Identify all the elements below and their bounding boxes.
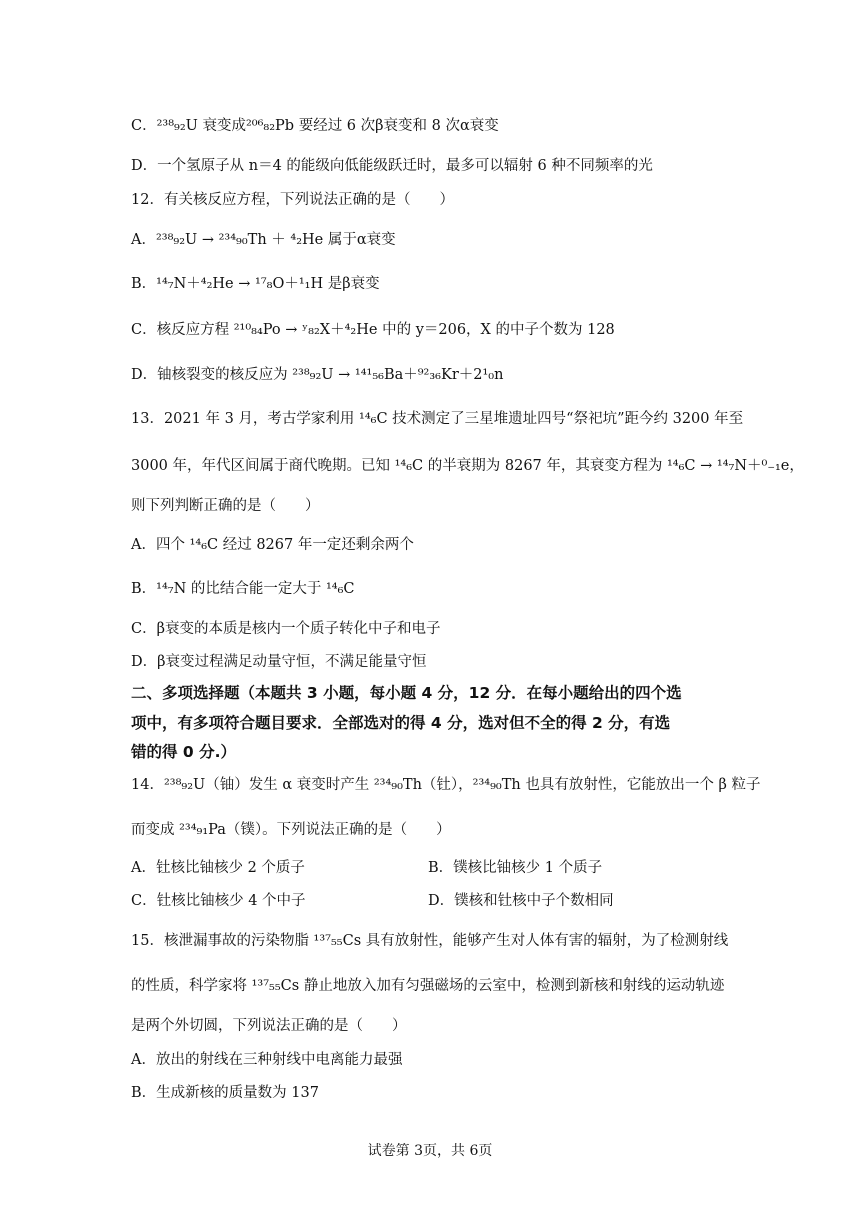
q15-stem-line1: 15．核泄漏事故的污染物脂 ¹³⁷₅₅Cs 具有放射性，能够产生对人体有害的辐射，为了检测射线: [131, 933, 729, 949]
q13-option-b: B．¹⁴₇N 的比结合能一定大于 ¹⁴₆C: [131, 581, 355, 597]
q11-option-d: D．一个氢原子从 n＝4 的能级向低能级跃迁时，最多可以辐射 6 种不同频率的光: [131, 158, 653, 174]
q14-option-c: C．钍核比铀核少 4 个中子: [131, 893, 306, 909]
section-2-heading-line3: 错的得 0 分.）: [131, 743, 236, 761]
q14-option-a: A．钍核比铀核少 2 个质子: [131, 860, 305, 876]
q12-stem: 12．有关核反应方程，下列说法正确的是（ ）: [131, 192, 454, 208]
q14-stem-line2: 而变成 ²³⁴₉₁Pa（镤）。下列说法正确的是（ ）: [131, 822, 451, 838]
q12-option-d: D．铀核裂变的核反应为 ²³⁸₉₂U → ¹⁴¹₅₆Ba＋⁹²₃₆Kr＋2¹₀n: [131, 367, 504, 383]
q12-option-b: B．¹⁴₇N＋⁴₂He → ¹⁷₈O＋¹₁H 是β衰变: [131, 276, 380, 292]
q13-stem-line3: 则下列判断正确的是（ ）: [131, 498, 320, 514]
q13-stem-line2: 3000 年，年代区间属于商代晚期。已知 ¹⁴₆C 的半衰期为 8267 年，其衰变方程为 ¹⁴₆C → ¹⁴₇N＋⁰₋₁e，: [131, 458, 804, 474]
q14-stem-line1: 14．²³⁸₉₂U（铀）发生 α 衰变时产生 ²³⁴₉₀Th（钍），²³⁴₉₀Th 也具有放射性，它能放出一个 β 粒子: [131, 777, 761, 793]
q14-option-d: D．镤核和钍核中子个数相同: [428, 893, 614, 909]
q12-option-a: A．²³⁸₉₂U → ²³⁴₉₀Th ＋ ⁴₂He 属于α衰变: [131, 232, 396, 248]
q15-option-a: A．放出的射线在三种射线中电离能力最强: [131, 1052, 403, 1068]
section-2-heading-line1: 二、多项选择题（本题共 3 小题，每小题 4 分，12 分．在每小题给出的四个选: [131, 684, 682, 702]
q13-option-d: D．β衰变过程满足动量守恒，不满足能量守恒: [131, 654, 427, 670]
q15-stem-line2: 的性质，科学家将 ¹³⁷₅₅Cs 静止地放入加有匀强磁场的云室中，检测到新核和射线的运动轨迹: [131, 978, 725, 994]
page-footer: 试卷第 3页，共 6页: [367, 1143, 493, 1159]
q13-option-a: A．四个 ¹⁴₆C 经过 8267 年一定还剩余两个: [131, 537, 414, 553]
section-2-heading-line2: 项中，有多项符合题目要求．全部选对的得 4 分，选对但不全的得 2 分，有选: [131, 714, 671, 732]
q11-option-c: C．²³⁸₉₂U 衰变成²⁰⁶₈₂Pb 要经过 6 次β衰变和 8 次α衰变: [131, 118, 499, 134]
q15-stem-line3: 是两个外切圆，下列说法正确的是（ ）: [131, 1018, 407, 1034]
q12-option-c: C．核反应方程 ²¹⁰₈₄Po → ʸ₈₂X＋⁴₂He 中的 y＝206，X 的中子个数为 128: [131, 322, 615, 338]
q13-option-c: C．β衰变的本质是核内一个质子转化中子和电子: [131, 621, 441, 637]
q15-option-b: B．生成新核的质量数为 137: [131, 1085, 319, 1101]
q13-stem-line1: 13．2021 年 3 月，考古学家利用 ¹⁴₆C 技术测定了三星堆遗址四号“祭祀坑”距今约 3200 年至: [131, 411, 744, 427]
q14-option-b: B．镤核比铀核少 1 个质子: [428, 860, 603, 876]
